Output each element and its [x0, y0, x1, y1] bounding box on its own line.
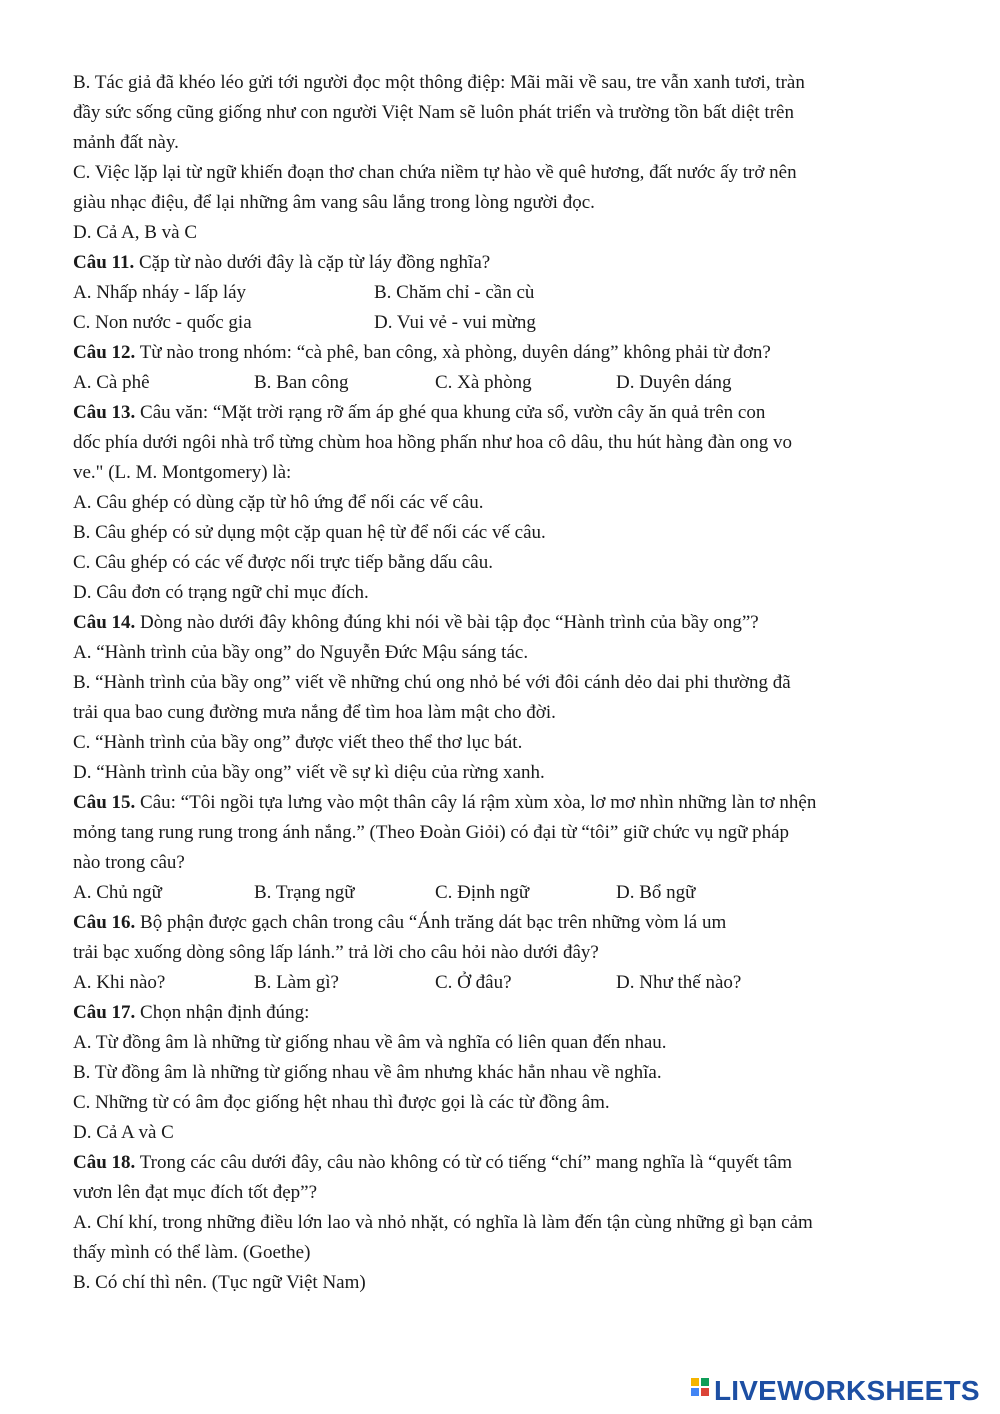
question-label: Câu 14.	[73, 612, 136, 633]
option-c[interactable]: C. Định ngữ	[435, 882, 530, 903]
question-text: Bộ phận được gạch chân trong câu “Ánh trăng dát bạc trên những vòm lá um	[135, 912, 727, 933]
option-c[interactable]: C. Ở đâu?	[435, 972, 512, 993]
option-d[interactable]: D. Như thế nào?	[616, 972, 742, 993]
option-a[interactable]: A. Khi nào?	[73, 972, 166, 993]
option-c[interactable]: C. Xà phòng	[435, 372, 532, 393]
option-d[interactable]: D. Duyên dáng	[616, 372, 732, 393]
question-text-line: mỏng tang rung rung trong ánh nắng.” (Theo Đoàn Giỏi) có đại từ “tôi” giữ chức vụ ngữ pháp	[73, 822, 790, 843]
question-label: Câu 18.	[73, 1152, 136, 1173]
question-14	[73, 608, 931, 638]
options-row	[73, 968, 931, 998]
option-d[interactable]: D. Bổ ngữ	[616, 882, 696, 903]
option-b[interactable]: B. Ban công	[254, 372, 349, 393]
question-11	[73, 248, 931, 278]
option-d[interactable]: D. “Hành trình của bầy ong” viết về sự kì diệu của rừng xanh.	[73, 762, 545, 783]
worksheet-page	[73, 68, 931, 1298]
option-d[interactable]: D. Câu đơn có trạng ngữ chỉ mục đích.	[73, 582, 369, 603]
question-18	[73, 1148, 931, 1178]
question-label: Câu 11.	[73, 252, 135, 273]
question-label: Câu 17.	[73, 1002, 136, 1023]
question-label: Câu 16.	[73, 912, 136, 933]
question-label: Câu 12.	[73, 342, 136, 363]
text-line: mảnh đất này.	[73, 132, 179, 153]
option-b[interactable]: B. Làm gì?	[254, 972, 339, 993]
question-text-line: nào trong câu?	[73, 852, 185, 873]
question-text-line: dốc phía dưới ngôi nhà trổ từng chùm hoa hồng phấn như hoa cô dâu, thu hút hàng đàn ong vo	[73, 432, 793, 453]
option-line: trải qua bao cung đường mưa nắng để tìm hoa làm mật cho đời.	[73, 702, 556, 723]
option-a[interactable]	[73, 1208, 931, 1268]
question-text-line: vươn lên đạt mục đích tốt đẹp”?	[73, 1182, 318, 1203]
option-a[interactable]: A. Từ đồng âm là những từ giống nhau về âm và nghĩa có liên quan đến nhau.	[73, 1032, 667, 1053]
text-line: B. Tác giả đã khéo léo gửi tới người đọc một thông điệp: Mãi mãi về sau, tre vẫn xanh tươi, tràn	[73, 72, 805, 93]
question-13	[73, 398, 931, 428]
question-text: Chọn nhận định đúng:	[135, 1002, 310, 1023]
option-b[interactable]: B. Từ đồng âm là những từ giống nhau về âm nhưng khác hẳn nhau về nghĩa.	[73, 1062, 662, 1083]
question-16	[73, 908, 931, 938]
question-15	[73, 788, 931, 818]
option-b[interactable]	[73, 668, 931, 728]
prev-option-c	[73, 158, 931, 218]
question-label: Câu 15.	[73, 792, 136, 813]
option-a[interactable]: A. Cà phê	[73, 372, 150, 393]
option-a[interactable]: A. Câu ghép có dùng cặp từ hô ứng để nối các vế câu.	[73, 492, 484, 513]
question-label: Câu 13.	[73, 402, 136, 423]
text-line: C. Việc lặp lại từ ngữ khiến đoạn thơ chan chứa niềm tự hào về quê hương, đất nước ấy trở nên	[73, 162, 797, 183]
question-text: Trong các câu dưới đây, câu nào không có từ có tiếng “chí” mang nghĩa là “quyết tâm	[135, 1152, 793, 1173]
option-a[interactable]: A. Chủ ngữ	[73, 882, 162, 903]
options-row	[73, 368, 931, 398]
options-row	[73, 278, 931, 308]
liveworksheets-logo-icon	[691, 1378, 711, 1404]
text-line: đầy sức sống cũng giống như con người Việt Nam sẽ luôn phát triển và trường tồn bất diệt trên	[73, 102, 794, 123]
option-line: B. “Hành trình của bầy ong” viết về những chú ong nhỏ bé với đôi cánh dẻo dai phi thường đã	[73, 672, 791, 693]
liveworksheets-logo	[691, 1374, 980, 1408]
option-b[interactable]: B. Câu ghép có sử dụng một cặp quan hệ từ để nối các vế câu.	[73, 522, 546, 543]
question-text-line: trải bạc xuống dòng sông lấp lánh.” trả lời cho câu hỏi nào dưới đây?	[73, 942, 599, 963]
option-b[interactable]: B. Có chí thì nên. (Tục ngữ Việt Nam)	[73, 1272, 366, 1293]
options-row	[73, 878, 931, 908]
prev-option-b	[73, 68, 931, 158]
text-line: giàu nhạc điệu, để lại những âm vang sâu lắng trong lòng người đọc.	[73, 192, 595, 213]
option-d[interactable]: D. Cả A và C	[73, 1122, 174, 1143]
question-text: Dòng nào dưới đây không đúng khi nói về bài tập đọc “Hành trình của bầy ong”?	[135, 612, 759, 633]
option-c[interactable]: C. Non nước - quốc gia	[73, 312, 252, 333]
question-12	[73, 338, 931, 368]
options-row	[73, 308, 931, 338]
question-text: Câu văn: “Mặt trời rạng rỡ ấm áp ghé qua khung cửa sổ, vườn cây ăn quả trên con	[135, 402, 766, 423]
question-text-line: ve." (L. M. Montgomery) là:	[73, 462, 292, 483]
option-b[interactable]: B. Trạng ngữ	[254, 882, 355, 903]
option-a[interactable]: A. Nhấp nháy - lấp láy	[73, 282, 247, 303]
option-a[interactable]: A. “Hành trình của bầy ong” do Nguyễn Đức Mậu sáng tác.	[73, 642, 529, 663]
question-17	[73, 998, 931, 1028]
option-line: A. Chí khí, trong những điều lớn lao và nhỏ nhặt, có nghĩa là làm đến tận cùng những gì bạn cảm	[73, 1212, 813, 1233]
question-text: Cặp từ nào dưới đây là cặp từ láy đồng nghĩa?	[134, 252, 491, 273]
option-c[interactable]: C. Những từ có âm đọc giống hệt nhau thì được gọi là các từ đồng âm.	[73, 1092, 610, 1113]
logo-text: LIVEWORKSHEETS	[714, 1375, 980, 1406]
option-line: thấy mình có thể làm. (Goethe)	[73, 1242, 311, 1263]
option-c[interactable]: C. “Hành trình của bầy ong” được viết theo thể thơ lục bát.	[73, 732, 523, 753]
question-text: Từ nào trong nhóm: “cà phê, ban công, xà phòng, duyên dáng” không phải từ đơn?	[135, 342, 771, 363]
question-text: Câu: “Tôi ngồi tựa lưng vào một thân cây lá rậm xùm xòa, lơ mơ nhìn những làn tơ nhện	[135, 792, 817, 813]
prev-option-d: D. Cả A, B và C	[73, 222, 198, 243]
option-c[interactable]: C. Câu ghép có các vế được nối trực tiếp bằng dấu câu.	[73, 552, 493, 573]
option-d[interactable]: D. Vui vẻ - vui mừng	[374, 312, 536, 333]
option-b[interactable]: B. Chăm chỉ - cần cù	[374, 282, 535, 303]
